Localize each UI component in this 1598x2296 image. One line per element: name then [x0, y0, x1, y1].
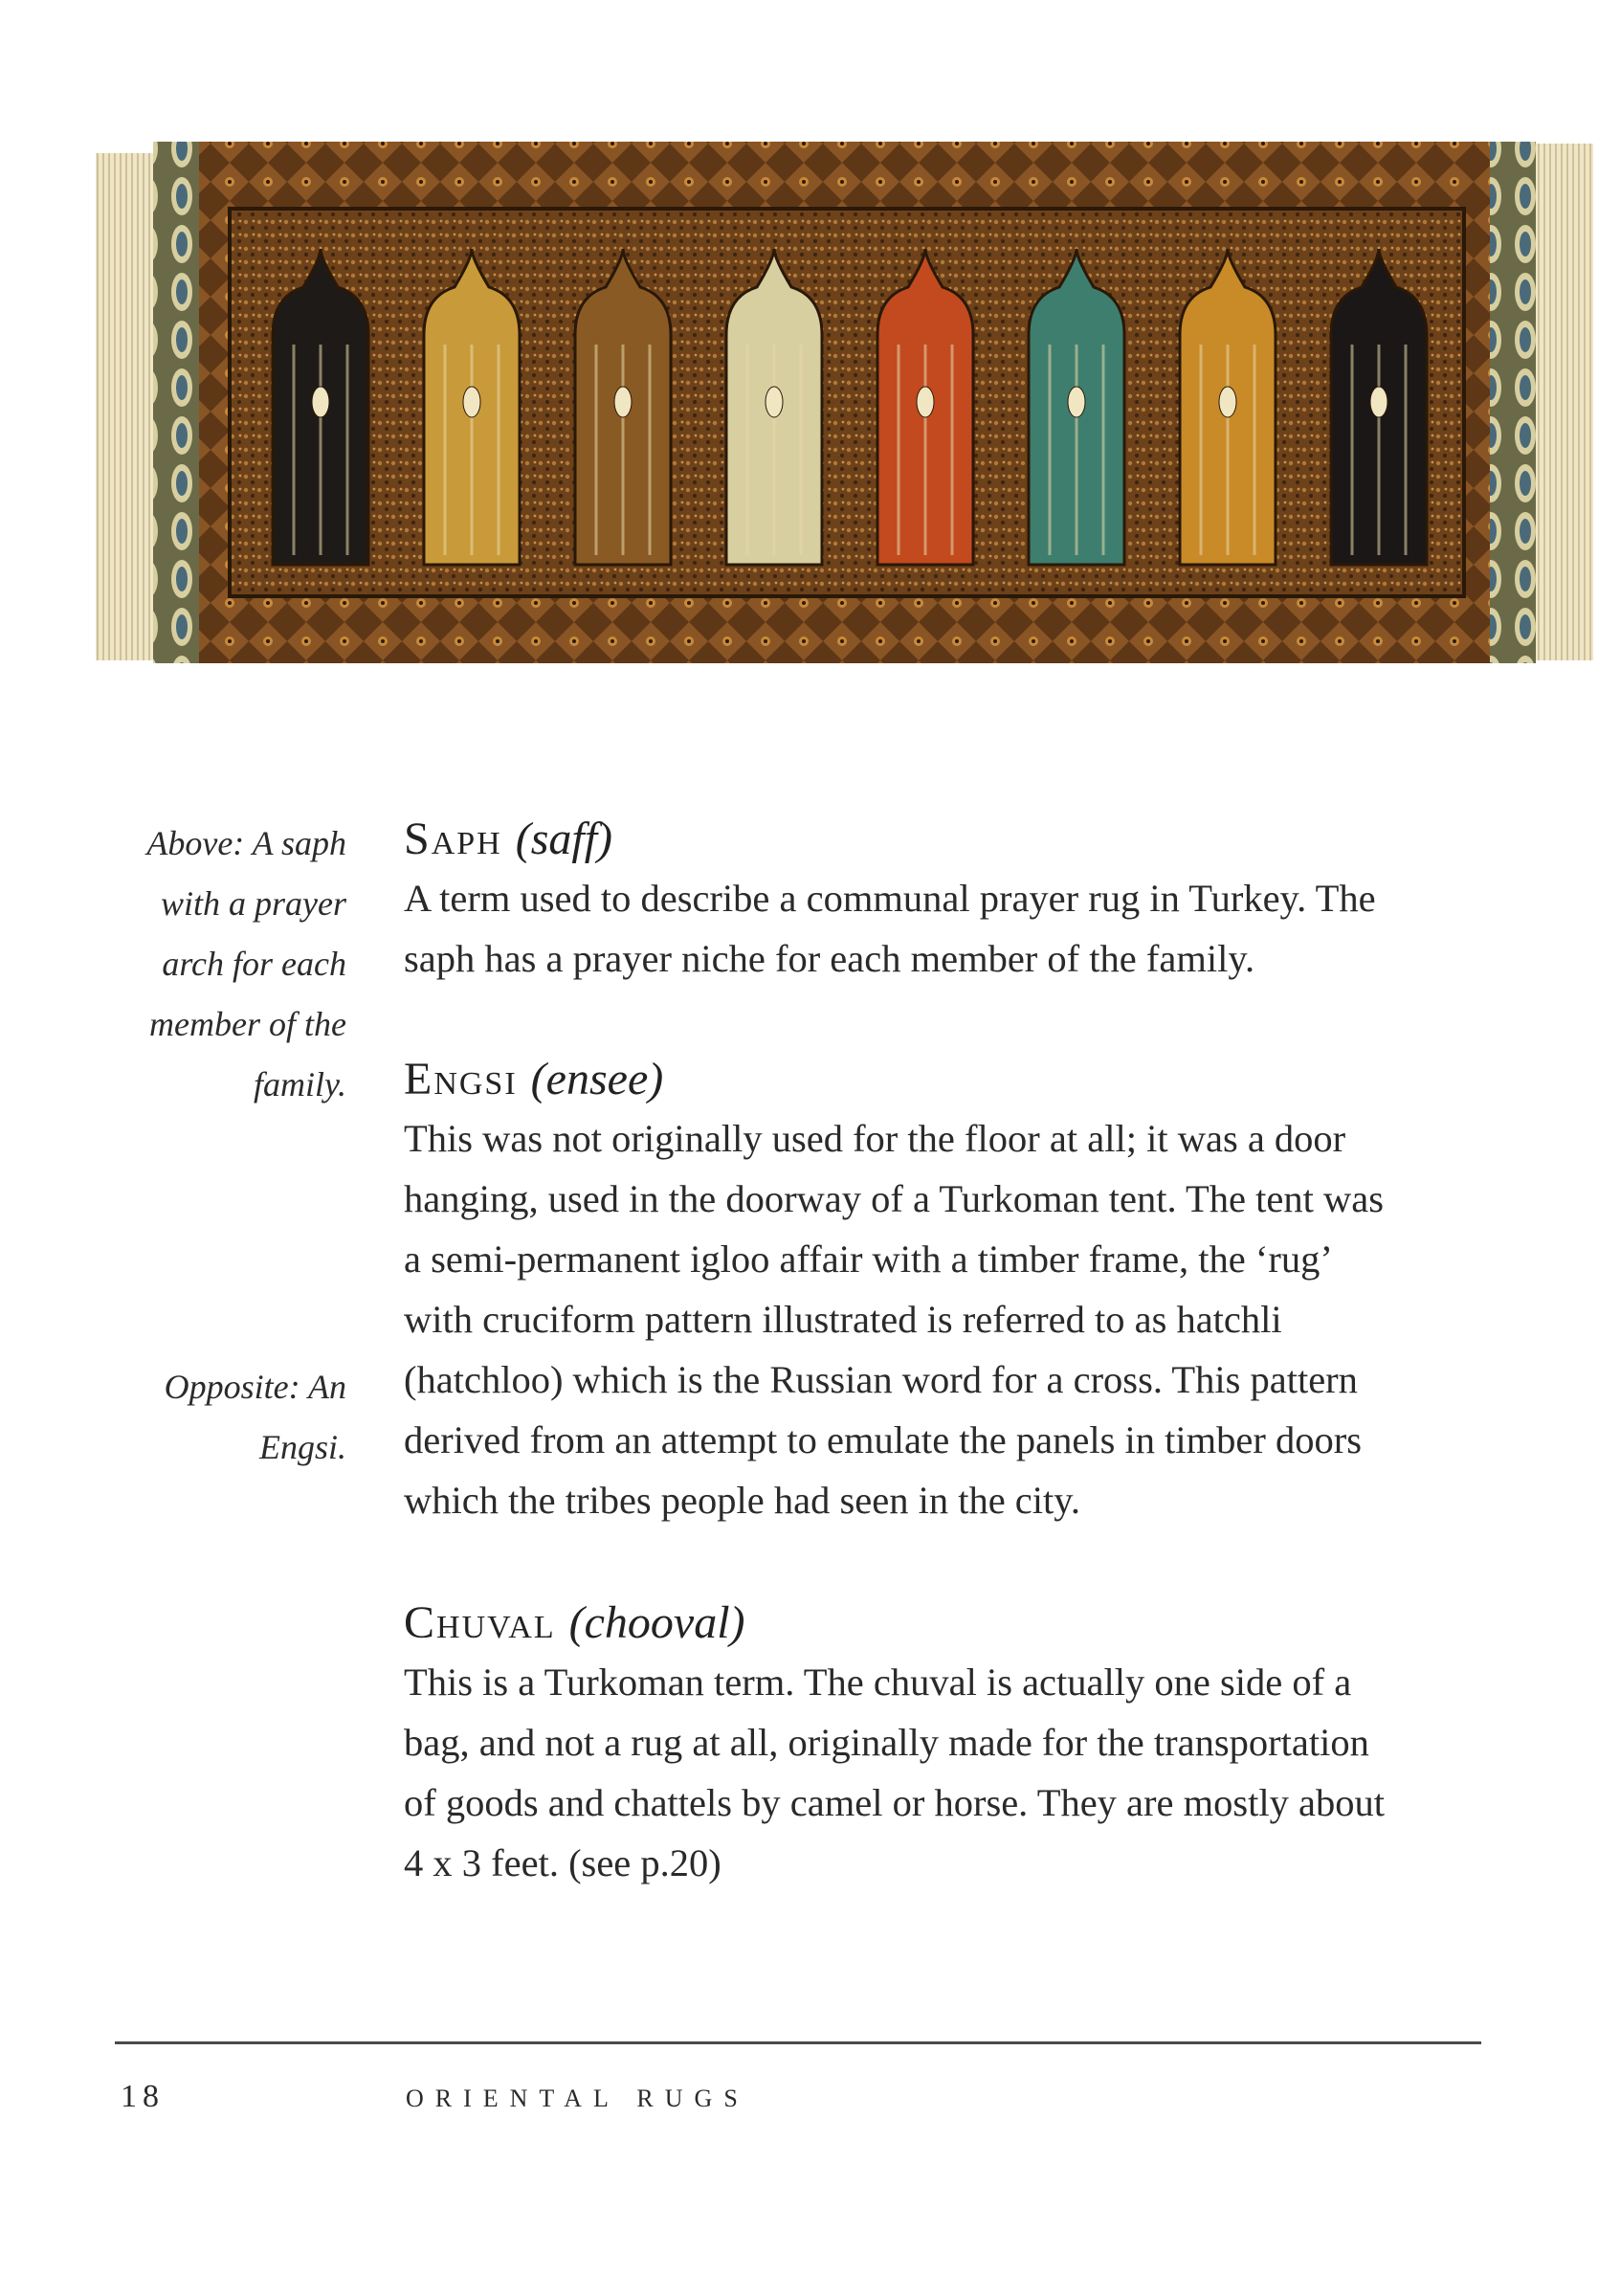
- entry-text-line: bag, and not a rug at all, originally made for the transportation: [404, 1721, 1369, 1764]
- caption-line: family.: [254, 1065, 346, 1103]
- entry-term: Engsi: [404, 1054, 518, 1104]
- running-title: ORIENTAL RUGS: [406, 2084, 749, 2112]
- page-number: 18: [121, 2079, 165, 2114]
- entry-heading: [404, 811, 1485, 868]
- right-side-band: [1490, 142, 1536, 663]
- caption-line: with a prayer: [161, 884, 346, 923]
- entry-text-line: 4 x 3 feet. (see p.20): [404, 1841, 721, 1884]
- caption-opposite: [117, 1357, 346, 1478]
- entry-pronunciation: (chooval): [568, 1597, 745, 1648]
- arch-medallion: [766, 387, 783, 417]
- entry-text-line: a semi-permanent igloo affair with a timber frame, the ‘rug’: [404, 1237, 1333, 1281]
- entry-pronunciation: (saff): [515, 814, 613, 864]
- entry-text-line: This was not originally used for the floor at all; it was a door: [404, 1117, 1346, 1160]
- entry-term: Saph: [404, 814, 502, 864]
- arch-medallion: [1219, 387, 1236, 417]
- entry-engsi: [404, 1051, 1485, 1530]
- rug-illustration: [96, 124, 1593, 689]
- entry-text-line: of goods and chattels by camel or horse. They are mostly about: [404, 1781, 1385, 1824]
- left-fringe: [96, 153, 163, 660]
- entry-text-line: A term used to describe a communal prayer rug in Turkey. The: [404, 877, 1376, 920]
- entry-text-line: (hatchloo) which is the Russian word for a cross. This pattern: [404, 1358, 1358, 1401]
- arch-medallion: [1370, 387, 1387, 417]
- arch-medallion: [1068, 387, 1085, 417]
- entry-text-line: saph has a prayer niche for each member of the family.: [404, 937, 1255, 980]
- entry-text-line: which the tribes people had seen in the city.: [404, 1479, 1081, 1522]
- entry-saph: [404, 811, 1485, 989]
- saph-rug-image: [96, 124, 1593, 689]
- entry-chuval: [404, 1594, 1485, 1893]
- entry-text-line: with cruciform pattern illustrated is referred to as hatchli: [404, 1298, 1282, 1341]
- right-fringe: [1526, 144, 1593, 660]
- footer-rule: [115, 2041, 1481, 2044]
- caption-line: member of the: [149, 1005, 346, 1043]
- caption-line: Above: A saph: [146, 824, 346, 862]
- arch-medallion: [614, 387, 632, 417]
- arch-medallion: [463, 387, 480, 417]
- entry-pronunciation: (ensee): [530, 1054, 664, 1104]
- arch-medallion: [312, 387, 329, 417]
- arch-medallion: [917, 387, 934, 417]
- caption-above: [117, 814, 346, 1115]
- entry-text-line: derived from an attempt to emulate the panels in timber doors: [404, 1418, 1362, 1461]
- caption-line: Engsi.: [258, 1428, 346, 1466]
- entry-text-line: hanging, used in the doorway of a Turkoman tent. The tent was: [404, 1177, 1384, 1220]
- rug-field: [230, 209, 1464, 596]
- entry-heading: [404, 1594, 1485, 1652]
- entry-text-line: This is a Turkoman term. The chuval is actually one side of a: [404, 1661, 1352, 1704]
- entry-term: Chuval: [404, 1597, 556, 1648]
- left-side-band: [153, 142, 199, 663]
- entry-heading: [404, 1051, 1485, 1108]
- caption-line: Opposite: An: [164, 1368, 346, 1406]
- caption-line: arch for each: [162, 945, 346, 983]
